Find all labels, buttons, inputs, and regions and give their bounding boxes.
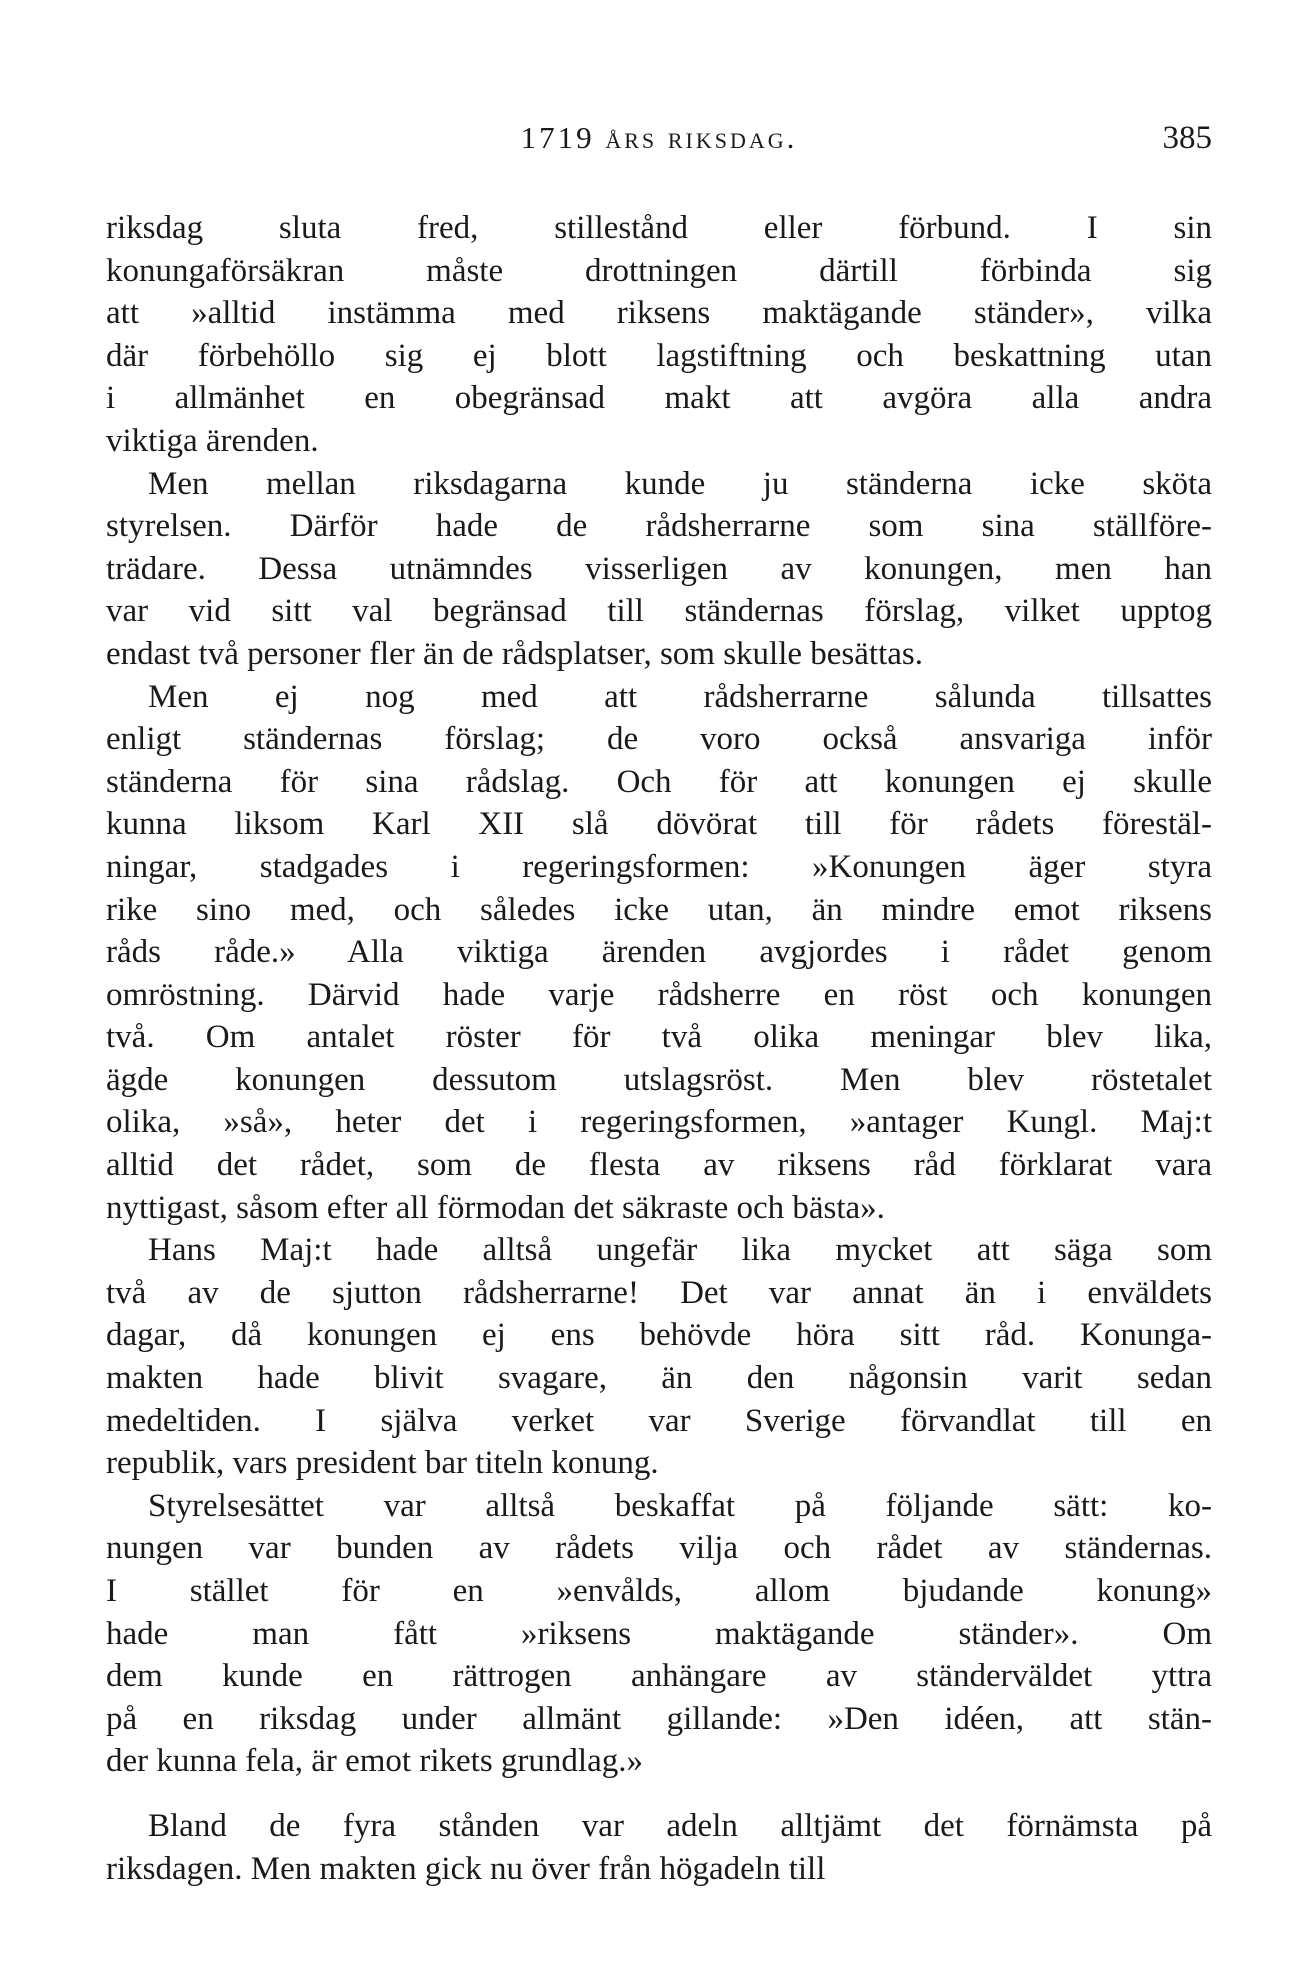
text-line: nungen var bunden av rådets vilja och rådet av ständernas.: [106, 1530, 1212, 1567]
text-line: der kunna fela, är emot rikets grundlag.»: [106, 1743, 643, 1780]
text-line: två. Om antalet röster för två olika meningar blev lika,: [106, 1019, 1212, 1056]
text-line: viktiga ärenden.: [106, 422, 319, 459]
text-line: medeltiden. I själva verket var Sverige förvandlat till en: [106, 1402, 1212, 1439]
paragraph-gap: [106, 1783, 1212, 1805]
text-line: omröstning. Därvid hade varje rådsherre en röst och konungen: [106, 976, 1212, 1013]
paragraph: [106, 1229, 1212, 1485]
running-head: [106, 120, 1212, 170]
text-line: där förbehöllo sig ej blott lagstiftning och beskattning utan: [106, 337, 1212, 374]
text-line: republik, vars president bar titeln konung.: [106, 1445, 659, 1482]
text-line: råds råde.» Alla viktiga ärenden avgjordes i rådet genom: [106, 934, 1212, 971]
text-line: Men ej nog med att rådsherrarne sålunda tillsattes: [148, 678, 1212, 715]
text-line: ägde konungen dessutom utslagsröst. Men blev röstetalet: [106, 1061, 1212, 1098]
text-line: riksdag sluta fred, stillestånd eller förbund. I sin: [106, 210, 1212, 246]
text-line: dagar, då konungen ej ens behövde höra sitt råd. Konunga-: [106, 1317, 1212, 1354]
text-line: alltid det rådet, som de flesta av riksens råd förklarat vara: [106, 1147, 1212, 1184]
text-line: Men mellan riksdagarna kunde ju ständerna icke sköta: [148, 465, 1212, 502]
text-line: kunna liksom Karl XII slå dövörat till för rådets förestäl-: [106, 806, 1212, 843]
text-line: rike sino med, och således icke utan, än mindre emot riksens: [106, 891, 1212, 928]
text-line: Styrelsesättet var alltså beskaffat på följande sätt: ko-: [148, 1487, 1212, 1524]
text-line: trädare. Dessa utnämndes visserligen av konungen, men han: [106, 550, 1212, 587]
text-line: nyttigast, såsom efter all förmodan det säkraste och bästa».: [106, 1189, 885, 1226]
paragraph: [106, 463, 1212, 676]
text-line: dem kunde en rättrogen anhängare av ständerväldet yttra: [106, 1658, 1212, 1695]
paragraph: [106, 1485, 1212, 1783]
text-line: styrelsen. Därför hade de rådsherrarne som sina ställföre-: [106, 508, 1212, 545]
text-line: att »alltid instämma med riksens maktägande ständer», vilka: [106, 295, 1212, 332]
text-line: på en riksdag under allmänt gillande: »Den idéen, att stän-: [106, 1700, 1212, 1737]
paragraph: [106, 676, 1212, 1230]
text-line: Bland de fyra stånden var adeln alltjämt det förnämsta på: [148, 1807, 1212, 1844]
paragraph: [106, 1805, 1212, 1890]
text-line: ningar, stadgades i regeringsformen: »Konungen äger styra: [106, 848, 1212, 885]
page-number: 385: [1162, 120, 1212, 156]
text-line: I stället för en »envålds, allom bjudande konung»: [106, 1573, 1212, 1609]
text-line: enligt ständernas förslag; de voro också ansvariga inför: [106, 721, 1212, 758]
text-line: makten hade blivit svagare, än den någonsin varit sedan: [106, 1360, 1212, 1397]
text-line: Hans Maj:t hade alltså ungefär lika mycket att säga som: [148, 1232, 1212, 1269]
text-line: ständerna för sina rådslag. Och för att konungen ej skulle: [106, 763, 1212, 800]
text-line: konungaförsäkran måste drottningen därtill förbinda sig: [106, 252, 1212, 289]
text-line: endast två personer fler än de rådsplatser, som skulle besättas.: [106, 635, 923, 672]
text-line: hade man fått »riksens maktägande ständer». Om: [106, 1615, 1212, 1652]
text-line: i allmänhet en obegränsad makt att avgöra alla andra: [106, 380, 1212, 417]
text-line: två av de sjutton rådsherrarne! Det var annat än i enväldets: [106, 1274, 1212, 1311]
text-line: var vid sitt val begränsad till ständernas förslag, vilket upptog: [106, 593, 1212, 630]
paragraph: [106, 207, 1212, 463]
running-head-title: 1719 års riksdag.: [520, 120, 798, 155]
text-line: olika, »så», heter det i regeringsformen, »antager Kungl. Maj:t: [106, 1104, 1212, 1141]
text-line: riksdagen. Men makten gick nu över från högadeln till: [106, 1850, 826, 1887]
body-text: [106, 207, 1212, 1890]
